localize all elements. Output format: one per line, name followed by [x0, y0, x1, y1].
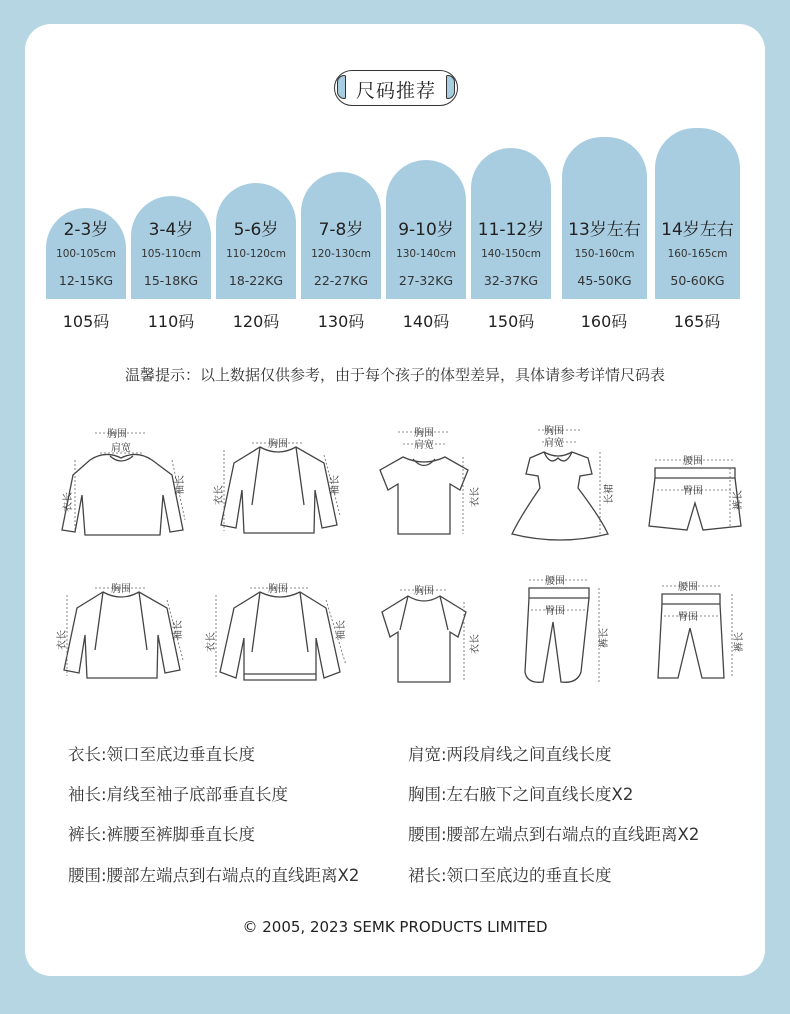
height-range: 120-130cm [311, 248, 371, 260]
size-column [655, 128, 740, 299]
pants-drawing [650, 580, 745, 688]
size-label: 165码 [673, 312, 721, 331]
sleeve-label: 袖长 [173, 620, 184, 640]
definition-shoulder: 肩宽:两段肩线之间直线长度 [408, 745, 612, 764]
page-title: 尺码推荐 [355, 80, 436, 102]
age-label: 2-3岁 [63, 220, 109, 240]
chest-label: 胸围 [414, 428, 434, 439]
length-label: 衣长 [206, 632, 217, 652]
waist-label: 腰围 [683, 456, 703, 467]
size-label: 130码 [317, 312, 365, 331]
copyright: © 2005, 2023 SEMK PRODUCTS LIMITED [242, 918, 548, 936]
raglan-sweater-drawing-2 [55, 580, 190, 685]
shoulder-label: 肩宽 [414, 440, 434, 451]
title-badge [334, 70, 458, 106]
size-column [562, 137, 647, 299]
shorts-drawing [645, 448, 745, 538]
age-label: 7-8岁 [318, 220, 364, 240]
definition-pants-length: 裤长:裤腰至裤脚垂直长度 [68, 825, 256, 844]
height-range: 150-160cm [574, 248, 635, 260]
skirt-length-label: 长裙 [604, 484, 615, 504]
definition-waist: 腰围:腰部左端点到右端点的直线距离X2 [68, 866, 360, 885]
age-label: 14岁左右 [661, 220, 734, 240]
sleeve-label: 袖长 [175, 475, 186, 495]
sweatshirt-drawing [208, 580, 353, 688]
shoulder-label: 肩宽 [544, 438, 564, 449]
hip-label: 臀围 [545, 606, 565, 617]
weight-range: 32-37KG [483, 273, 539, 288]
size-label: 110码 [147, 312, 195, 331]
hip-label: 臀围 [683, 486, 703, 497]
size-label: 105码 [62, 312, 110, 331]
jogger-pants-drawing [515, 572, 610, 694]
weight-range: 50-60KG [670, 273, 725, 288]
height-range: 130-140cm [396, 248, 456, 260]
size-label: 140码 [402, 312, 450, 331]
hip-label: 臀围 [678, 612, 698, 623]
length-label: 衣长 [470, 487, 481, 507]
waist-label: 腰围 [678, 582, 698, 593]
height-range: 105-110cm [141, 248, 201, 260]
definition-length: 衣长:领口至底边垂直长度 [68, 745, 256, 764]
chest-label: 胸围 [268, 439, 288, 450]
size-column [131, 196, 211, 299]
pants-length-label: 裤长 [734, 632, 745, 652]
size-column [46, 208, 126, 299]
height-range: 110-120cm [226, 248, 286, 260]
length-label: 衣长 [470, 634, 481, 654]
pants-length-label: 裤长 [599, 628, 610, 648]
weight-range: 45-50KG [577, 273, 632, 288]
size-column [301, 172, 381, 299]
chest-label: 胸围 [544, 426, 564, 437]
weight-range: 22-27KG [313, 273, 369, 288]
chest-label: 胸围 [414, 586, 434, 597]
age-label: 11-12岁 [477, 220, 545, 240]
definition-skirt-length: 裙长:领口至底边的垂直长度 [408, 866, 612, 885]
tip-text: 温馨提示：以上数据仅供参考，由于每个孩子的体型差异，具体请参考详情尺码表 [124, 366, 665, 384]
shoulder-label: 肩宽 [111, 443, 131, 454]
size-column [216, 183, 296, 299]
height-range: 140-150cm [481, 248, 541, 260]
dress-drawing [500, 422, 625, 544]
definition-chest: 胸围:左右腋下之间直线长度X2 [408, 785, 634, 804]
sleeve-label: 袖长 [330, 475, 341, 495]
height-range: 100-105cm [56, 248, 116, 260]
weight-range: 15-18KG [143, 273, 199, 288]
size-column [386, 160, 466, 299]
chest-label: 胸围 [107, 429, 127, 440]
size-label: 120码 [232, 312, 280, 331]
waist-label: 腰围 [545, 576, 565, 587]
length-label: 衣长 [63, 492, 74, 512]
chest-label: 胸围 [268, 584, 288, 595]
age-label: 13岁左右 [568, 220, 641, 240]
chest-label: 胸围 [111, 584, 131, 595]
shorts-length-label: 裤长 [733, 490, 744, 510]
raglan-tshirt-drawing [368, 582, 483, 687]
size-column [471, 148, 551, 299]
tshirt-drawing-1 [368, 422, 483, 540]
length-label: 衣长 [214, 485, 225, 505]
height-range: 160-165cm [667, 248, 728, 260]
sleeve-label: 袖长 [336, 620, 347, 640]
definition-waist: 腰围:腰部左端点到右端点的直线距离X2 [408, 825, 700, 844]
age-label: 9-10岁 [398, 220, 454, 240]
definition-sleeve: 袖长:肩线至袖子底部垂直长度 [68, 785, 289, 804]
sweater-drawing-1 [55, 420, 190, 545]
weight-range: 18-22KG [228, 273, 284, 288]
size-label: 160码 [580, 312, 628, 331]
age-label: 3-4岁 [148, 220, 194, 240]
size-label: 150码 [487, 312, 535, 331]
age-label: 5-6岁 [233, 220, 279, 240]
weight-range: 12-15KG [58, 273, 114, 288]
weight-range: 27-32KG [398, 273, 454, 288]
raglan-sweater-drawing-1 [212, 435, 347, 540]
length-label: 衣长 [57, 630, 68, 650]
